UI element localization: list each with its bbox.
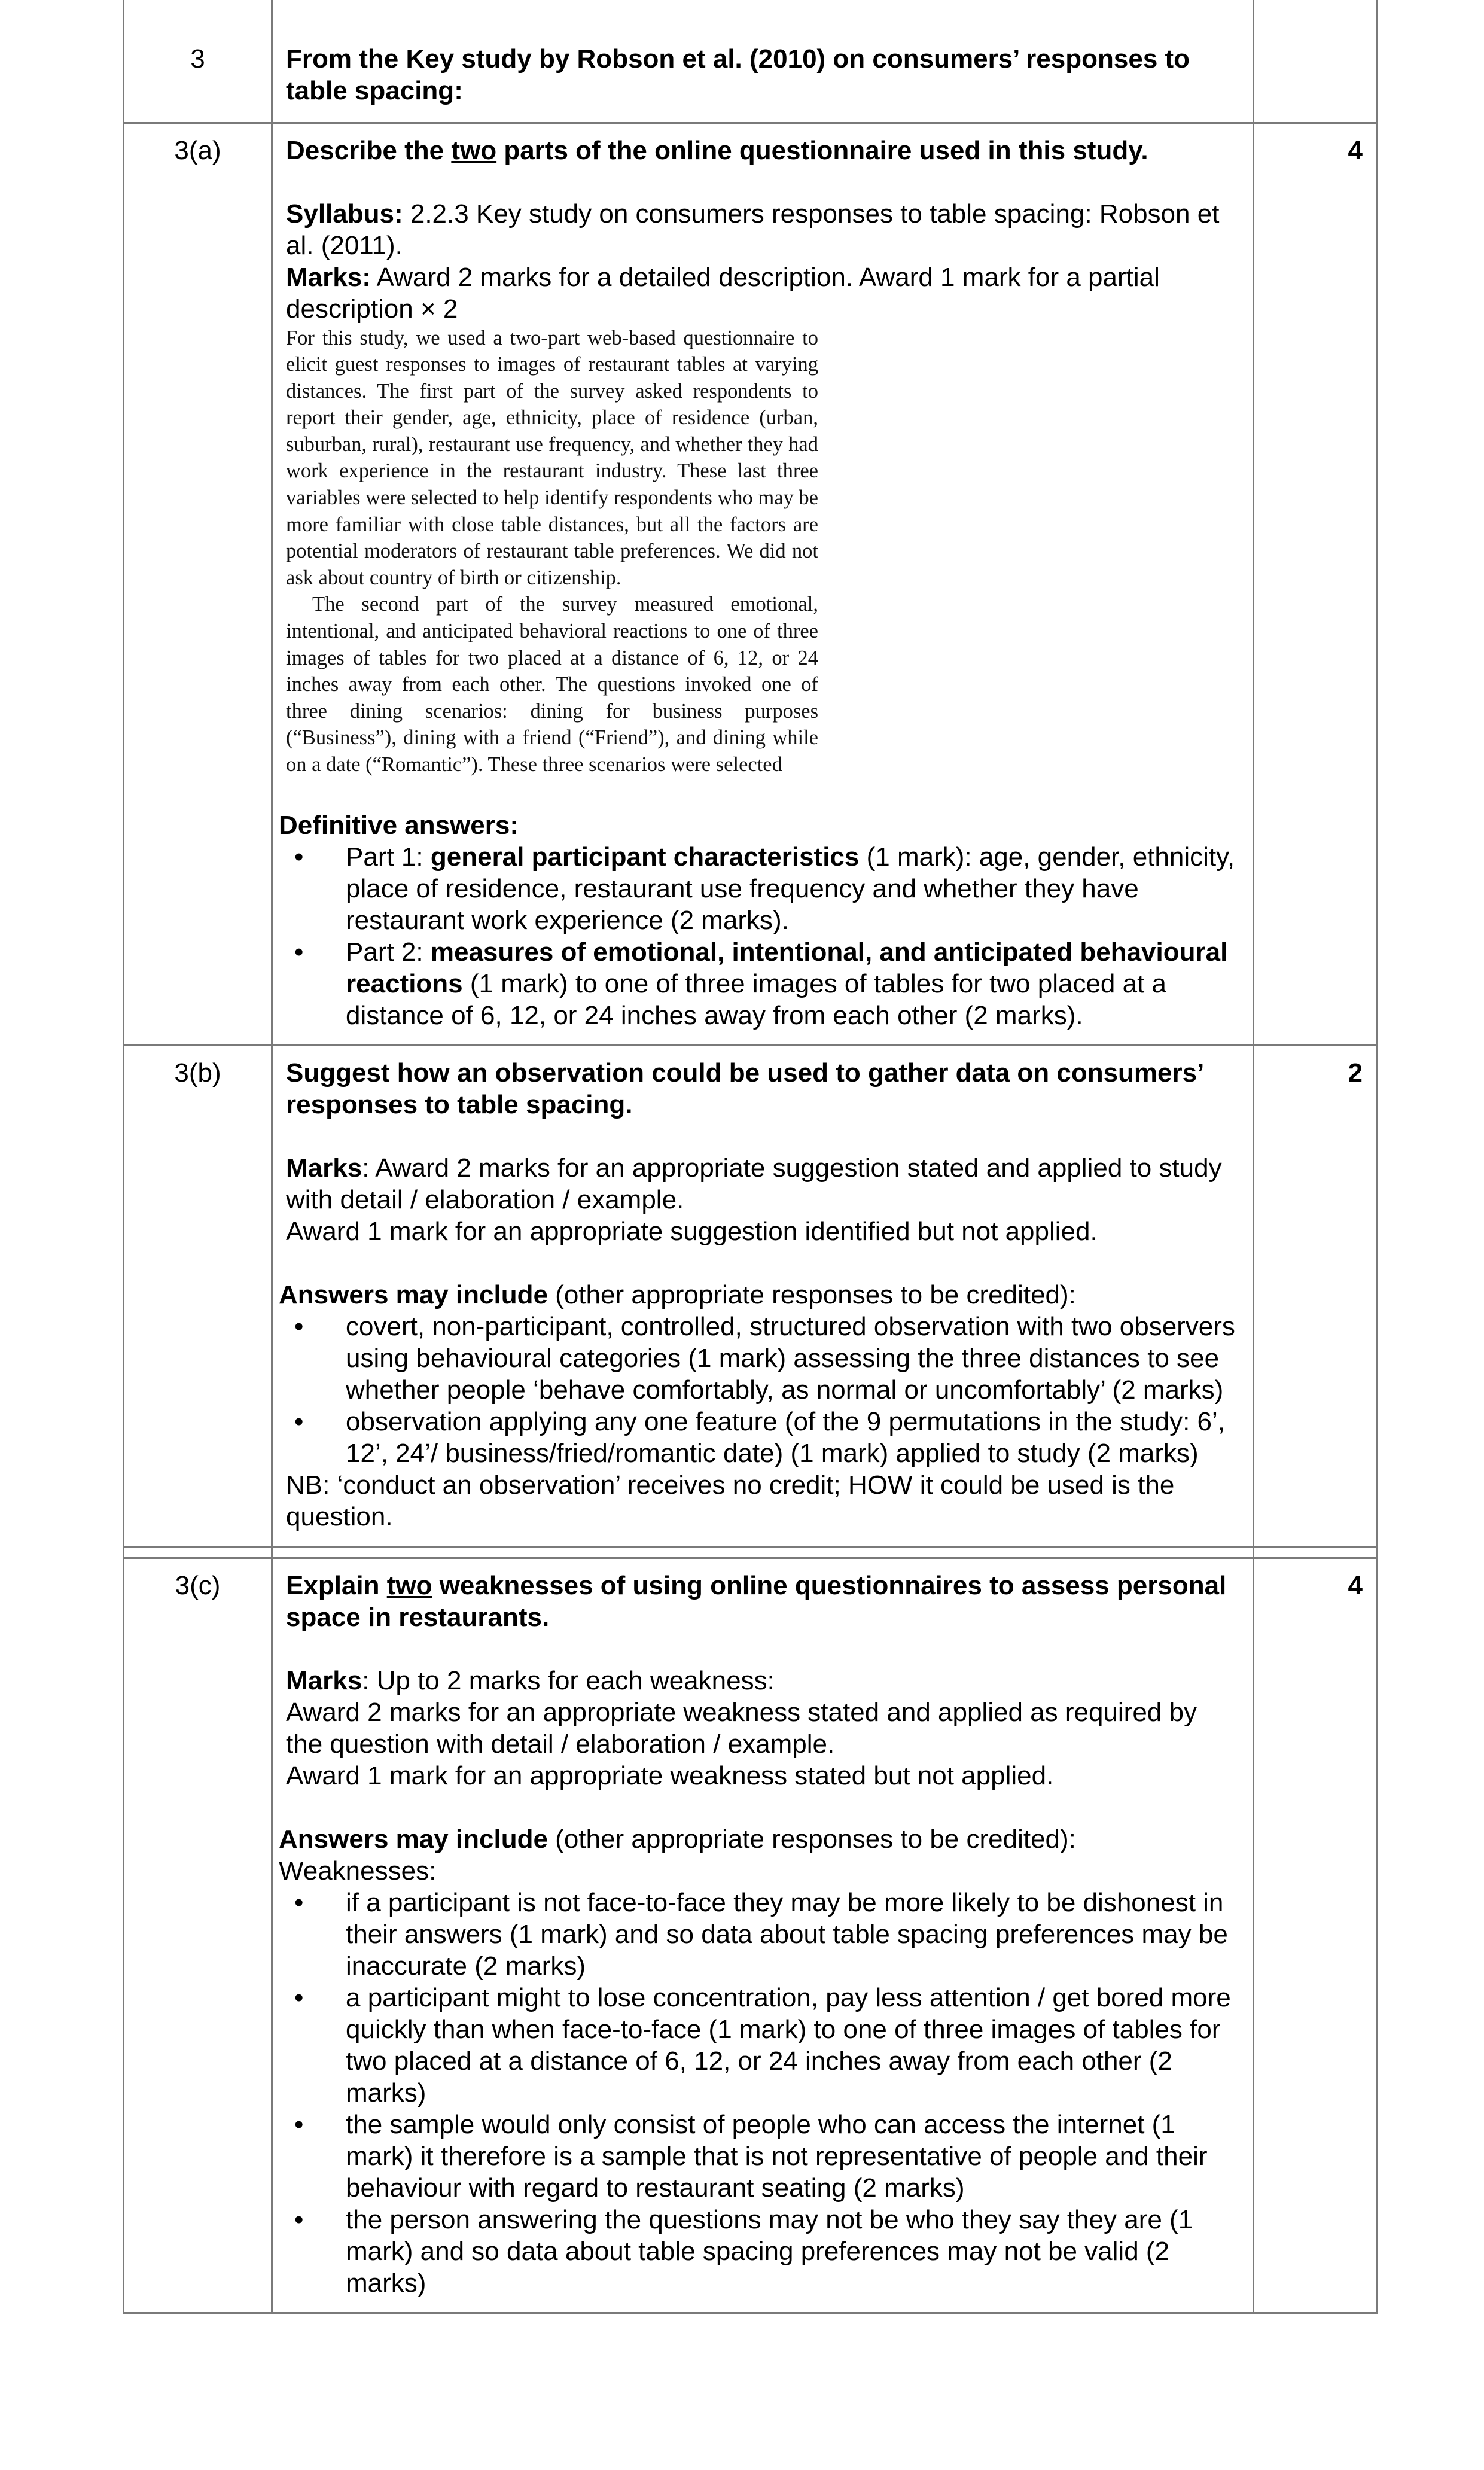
answer-bullet: • if a participant is not face-to-face they may be more likely to be dishonest in their answers (1 mark) and so data about table spacing preferences may be inaccurate (2 marks): [286, 1887, 1241, 1982]
mark-scheme-table: [123, 0, 1378, 2314]
answers-heading: Answers may include (other appropriate responses to be credited):: [279, 1824, 1076, 1854]
answer-guidance: [272, 123, 1254, 1045]
marks-guidance-line: Award 2 marks for an appropriate weakness stated and applied as required by the question with detail / elaboration / example.: [286, 1697, 1197, 1759]
answer-bullet: • the sample would only consist of people who can access the internet (1 mark) it therefore is a sample that is not representative of people and their behaviour with regard to restaurant seating (2 marks): [286, 2109, 1241, 2204]
nb-note: NB: ‘conduct an observation’ receives no credit; HOW it could be used is the question.: [286, 1470, 1175, 1531]
answer-bullet: • Part 2: measures of emotional, intentional, and anticipated behavioural reactions (1 mark) to one of three images of tables for two placed at a distance of 6, 12, or 24 inches away from each other (2 marks).: [286, 936, 1241, 1031]
study-extract: [286, 325, 818, 778]
question-text: Describe the two parts of the online questionnaire used in this study.: [286, 135, 1148, 165]
answers-heading: Answers may include (other appropriate responses to be credited):: [279, 1280, 1076, 1309]
marks-guidance-line: Award 1 mark for an appropriate weakness stated but not applied.: [286, 1761, 1054, 1790]
row-question-3a: [124, 123, 1377, 1045]
answer-bullet: • Part 1: general participant characteristics (1 mark): age, gender, ethnicity, place of residence, restaurant use frequency and whether they have restaurant work experience (2 marks).: [286, 841, 1241, 936]
extract-paragraph: The second part of the survey measured emotional, intentional, and anticipated behavioral reactions to one of three images of tables for two placed at a distance of 6, 12, or 24 inches away from each other. The questions invoked one of three dining scenarios: dining for business purposes (“Business”), dining with a friend (“Friend”), and dining while on a date (“Romantic”). These three scenarios were selected: [286, 593, 818, 776]
marks-available: 4: [1254, 1558, 1377, 2313]
question-number: 3(c): [124, 1558, 272, 2313]
question-number: 3(b): [124, 1045, 272, 1546]
marks-guidance: Marks: Award 2 marks for an appropriate suggestion stated and applied to study with detail / elaboration / example.: [286, 1153, 1222, 1214]
row-question-3: [124, 0, 1377, 123]
answer-bullet: • observation applying any one feature (of the 9 permutations in the study: 6’, 12’, 24’/ business/fried/romantic date) (1 mark) applied to study (2 marks): [286, 1406, 1241, 1469]
marks-cell-empty: [1254, 0, 1377, 123]
row-question-3c: [124, 1558, 1377, 2313]
question-text: Explain two weaknesses of using online questionnaires to assess personal space in restaurants.: [286, 1570, 1227, 1632]
question-number: 3: [124, 0, 272, 123]
marks-guidance: Marks: Up to 2 marks for each weakness:: [286, 1665, 775, 1695]
answer-guidance: [272, 1045, 1254, 1546]
mark-scheme-page: [123, 0, 1376, 2314]
row-separator: [124, 1546, 1377, 1558]
answer-guidance: [272, 1558, 1254, 2313]
answer-bullet: • covert, non-participant, controlled, structured observation with two observers using behavioural categories (1 mark) assessing the three distances to see whether people ‘behave comfortably, as normal or uncomfortably’ (2 marks): [286, 1311, 1241, 1406]
definitive-answers-heading: Definitive answers:: [279, 810, 519, 840]
weaknesses-label: Weaknesses:: [279, 1856, 437, 1886]
question-number: 3(a): [124, 123, 272, 1045]
answer-bullet: • the person answering the questions may not be who they say they are (1 mark) and so data about table spacing preferences may not be valid (2 marks): [286, 2204, 1241, 2299]
row-question-3b: [124, 1045, 1377, 1546]
question-text: Suggest how an observation could be used to gather data on consumers’ responses to table spacing.: [286, 1058, 1203, 1119]
question-stem: From the Key study by Robson et al. (2010) on consumers’ responses to table spacing:: [272, 0, 1254, 123]
marks-guidance: Marks: Award 2 marks for a detailed description. Award 1 mark for a partial description × 2: [286, 262, 1160, 324]
answer-list: [286, 1887, 1241, 2299]
syllabus-line: Syllabus: 2.2.3 Key study on consumers responses to table spacing: Robson et al. (2011).: [286, 199, 1220, 260]
answer-list: [286, 1311, 1241, 1469]
marks-available: 2: [1254, 1045, 1377, 1546]
answer-bullet: • a participant might to lose concentration, pay less attention / get bored more quickly than when face-to-face (1 mark) to one of three images of tables for two placed at a distance of 6, 12, or 24 inches away from each other (2 marks): [286, 1982, 1241, 2109]
extract-paragraph: For this study, we used a two-part web-based questionnaire to elicit guest responses to images of restaurant tables at varying distances. The first part of the survey asked respondents to report their gender, age, ethnicity, place of residence (urban, suburban, rural), restaurant use frequency, and whether they had work experience in the restaurant industry. These last three variables were selected to help identify respondents who may be more familiar with close table distances, but all the factors are potential moderators of restaurant table preferences. We did not ask about country of birth or citizenship.: [286, 326, 818, 589]
answer-list: [286, 841, 1241, 1031]
marks-available: 4: [1254, 123, 1377, 1045]
marks-guidance-line: Award 1 mark for an appropriate suggestion identified but not applied.: [286, 1216, 1098, 1246]
